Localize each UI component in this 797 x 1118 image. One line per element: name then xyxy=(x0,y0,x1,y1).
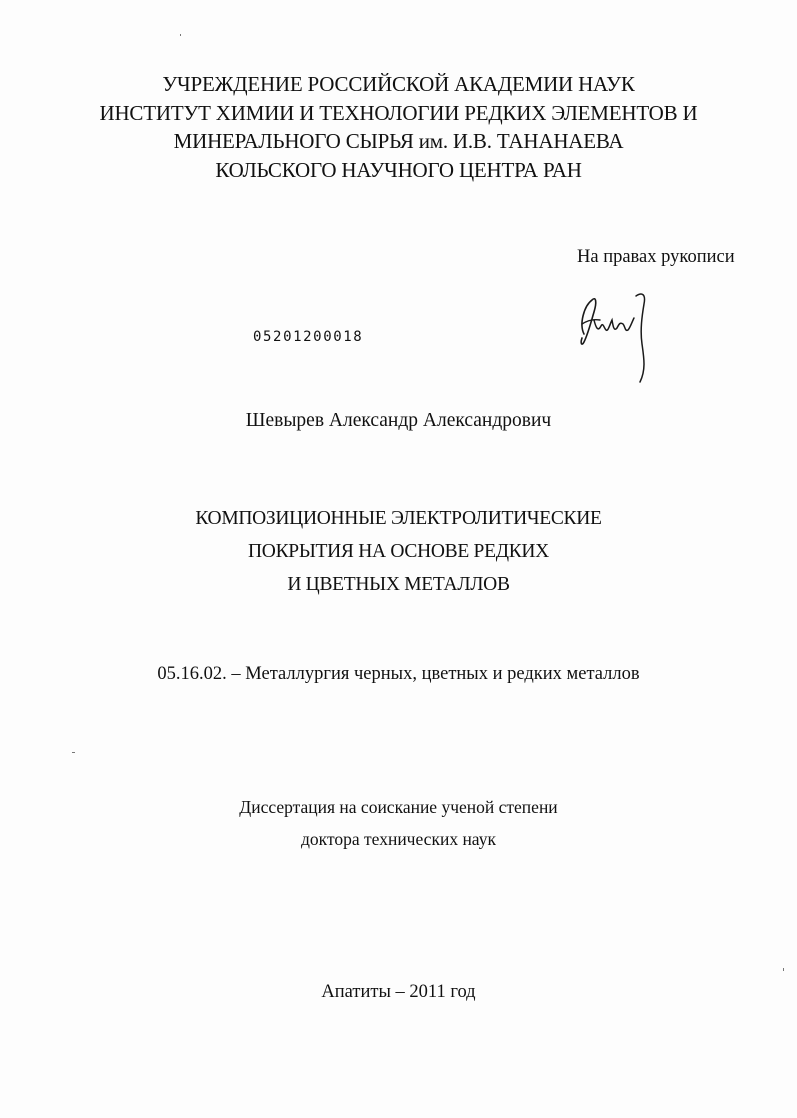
specialty-code: 05.16.02. – Металлургия черных, цветных и редких металлов xyxy=(157,664,640,684)
degree-statement xyxy=(0,791,797,855)
header-line: КОЛЬСКОГО НАУЧНОГО ЦЕНТРА РАН xyxy=(215,157,582,182)
degree-line: доктора технических наук xyxy=(301,829,496,849)
scan-speck xyxy=(180,34,181,36)
title-line: ПОКРЫТИЯ НА ОСНОВЕ РЕДКИХ xyxy=(248,541,549,562)
title-line: КОМПОЗИЦИОННЫЕ ЭЛЕКТРОЛИТИЧЕСКИЕ xyxy=(195,508,602,529)
degree-line: Диссертация на соискание ученой степени xyxy=(239,797,558,817)
author-name: Шевырев Александр Александрович xyxy=(245,410,552,431)
document-code: 05201200018 xyxy=(253,329,364,345)
scan-speck xyxy=(72,752,75,753)
header-line: ИНСТИТУТ ХИМИИ И ТЕХНОЛОГИИ РЕДКИХ ЭЛЕМЕНТОВ И xyxy=(99,100,698,125)
scan-speck xyxy=(783,968,784,971)
handwritten-signature xyxy=(570,286,670,386)
header-line: УЧРЕЖДЕНИЕ РОССИЙСКОЙ АКАДЕМИИ НАУК xyxy=(162,72,635,96)
institution-header xyxy=(0,70,797,184)
rights-note: На правах рукописи xyxy=(577,247,735,267)
place-and-year: Апатиты – 2011 год xyxy=(321,982,476,1002)
dissertation-title xyxy=(0,502,797,601)
header-line: МИНЕРАЛЬНОГО СЫРЬЯ им. И.В. ТАНАНАЕВА xyxy=(173,129,624,153)
title-line: И ЦВЕТНЫХ МЕТАЛЛОВ xyxy=(287,574,510,595)
